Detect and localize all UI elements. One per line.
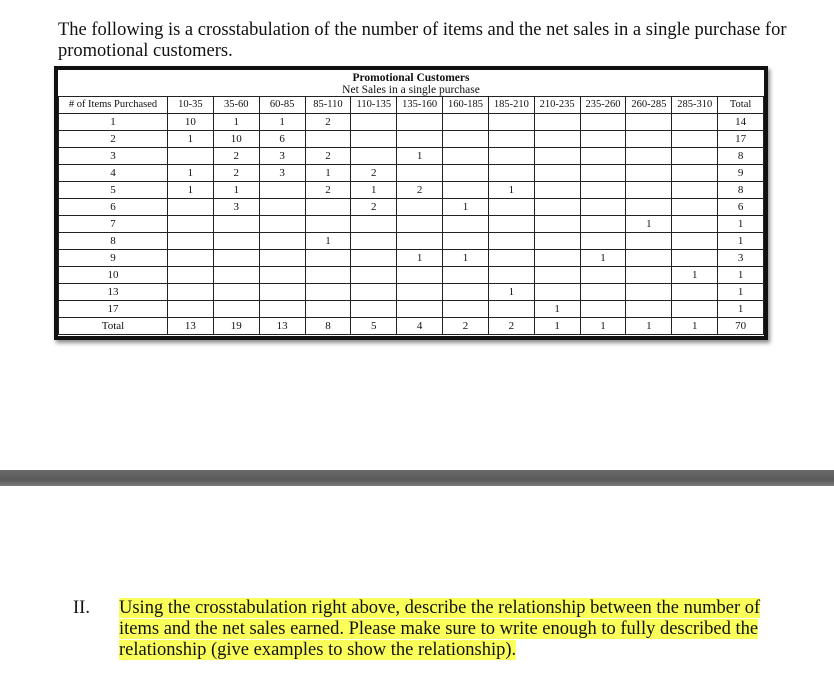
table-cell: 1 xyxy=(168,182,214,199)
crosstab-header-row xyxy=(59,97,764,114)
table-cell: 1 xyxy=(213,182,259,199)
table-cell xyxy=(488,114,534,131)
table-cell xyxy=(351,131,397,148)
table-cell: 6 xyxy=(718,199,764,216)
table-cell xyxy=(626,250,672,267)
row-label: 2 xyxy=(59,131,168,148)
column-header-sales-bin: 135-160 xyxy=(397,97,443,114)
table-cell: 1 xyxy=(305,233,351,250)
table-row xyxy=(59,301,764,318)
table-cell xyxy=(580,148,626,165)
row-label: 10 xyxy=(59,267,168,284)
table-cell xyxy=(168,250,214,267)
table-cell xyxy=(534,216,580,233)
table-cell: 8 xyxy=(718,148,764,165)
table-cell xyxy=(534,114,580,131)
crosstab-table xyxy=(58,96,764,335)
table-cell: 2 xyxy=(213,148,259,165)
table-cell: 13 xyxy=(168,318,214,335)
table-cell xyxy=(443,233,489,250)
table-cell xyxy=(397,165,443,182)
row-label: 9 xyxy=(59,250,168,267)
table-cell: 1 xyxy=(305,165,351,182)
column-header-sales-bin: 285-310 xyxy=(672,97,718,114)
table-cell xyxy=(672,216,718,233)
table-cell xyxy=(488,233,534,250)
table-cell: 8 xyxy=(718,182,764,199)
table-row xyxy=(59,165,764,182)
crosstab-subtitle: Net Sales in a single purchase xyxy=(342,84,480,96)
table-cell: 2 xyxy=(305,148,351,165)
table-row xyxy=(59,267,764,284)
table-row xyxy=(59,216,764,233)
table-cell: 70 xyxy=(718,318,764,335)
table-cell xyxy=(259,301,305,318)
table-cell xyxy=(213,284,259,301)
table-cell: 1 xyxy=(580,318,626,335)
row-label: 13 xyxy=(59,284,168,301)
table-cell xyxy=(488,267,534,284)
table-cell xyxy=(351,250,397,267)
table-cell xyxy=(672,233,718,250)
table-cell xyxy=(397,199,443,216)
table-cell: 1 xyxy=(534,318,580,335)
table-cell: 3 xyxy=(213,199,259,216)
table-cell: 1 xyxy=(168,165,214,182)
column-header-sales-bin: 160-185 xyxy=(443,97,489,114)
table-row xyxy=(59,182,764,199)
table-cell: 6 xyxy=(259,131,305,148)
table-cell: 1 xyxy=(351,182,397,199)
table-cell: 1 xyxy=(443,199,489,216)
column-header-items: # of Items Purchased xyxy=(59,97,168,114)
table-cell xyxy=(672,284,718,301)
table-cell xyxy=(534,131,580,148)
table-cell: 4 xyxy=(397,318,443,335)
table-cell xyxy=(351,301,397,318)
table-cell: 1 xyxy=(443,250,489,267)
table-cell: 1 xyxy=(718,284,764,301)
table-cell xyxy=(580,182,626,199)
table-cell xyxy=(351,216,397,233)
table-cell xyxy=(534,165,580,182)
table-cell xyxy=(213,301,259,318)
table-cell xyxy=(672,148,718,165)
table-cell: 2 xyxy=(305,114,351,131)
table-cell xyxy=(626,301,672,318)
table-cell xyxy=(351,233,397,250)
table-cell xyxy=(305,131,351,148)
question-block xyxy=(73,598,793,661)
table-cell xyxy=(488,165,534,182)
crosstab-header xyxy=(58,72,764,96)
table-cell xyxy=(672,199,718,216)
row-label: 5 xyxy=(59,182,168,199)
table-cell xyxy=(443,131,489,148)
table-cell: 3 xyxy=(718,250,764,267)
table-cell xyxy=(168,284,214,301)
table-cell: 2 xyxy=(305,182,351,199)
table-cell xyxy=(580,131,626,148)
table-cell: 1 xyxy=(672,318,718,335)
table-cell xyxy=(305,284,351,301)
table-cell xyxy=(672,250,718,267)
table-cell xyxy=(580,301,626,318)
table-cell: 1 xyxy=(718,267,764,284)
table-cell xyxy=(534,148,580,165)
table-cell xyxy=(580,284,626,301)
table-cell xyxy=(672,165,718,182)
table-cell: 10 xyxy=(213,131,259,148)
table-cell xyxy=(626,233,672,250)
table-cell: 2 xyxy=(351,199,397,216)
table-cell: 1 xyxy=(168,131,214,148)
table-cell: 1 xyxy=(213,114,259,131)
column-header-sales-bin: 60-85 xyxy=(259,97,305,114)
column-header-sales-bin: 185-210 xyxy=(488,97,534,114)
table-cell: 1 xyxy=(672,267,718,284)
table-cell xyxy=(213,250,259,267)
table-cell xyxy=(168,199,214,216)
table-cell: 2 xyxy=(213,165,259,182)
table-cell: 1 xyxy=(488,182,534,199)
table-cell xyxy=(626,182,672,199)
table-cell xyxy=(305,250,351,267)
table-cell: 3 xyxy=(259,165,305,182)
table-row xyxy=(59,199,764,216)
table-cell xyxy=(351,148,397,165)
table-cell xyxy=(580,199,626,216)
table-cell xyxy=(397,216,443,233)
crosstab-frame xyxy=(54,66,768,340)
table-cell xyxy=(443,182,489,199)
table-cell: 1 xyxy=(718,301,764,318)
table-cell xyxy=(626,199,672,216)
table-cell xyxy=(305,301,351,318)
table-cell: 19 xyxy=(213,318,259,335)
table-cell xyxy=(672,131,718,148)
table-cell xyxy=(443,165,489,182)
table-cell xyxy=(443,216,489,233)
table-cell: 5 xyxy=(351,318,397,335)
table-cell xyxy=(259,199,305,216)
table-cell xyxy=(580,216,626,233)
table-cell: 1 xyxy=(534,301,580,318)
table-cell: 1 xyxy=(718,233,764,250)
table-cell xyxy=(534,284,580,301)
table-cell xyxy=(534,199,580,216)
table-cell xyxy=(213,233,259,250)
row-label: 17 xyxy=(59,301,168,318)
row-label: 4 xyxy=(59,165,168,182)
table-cell xyxy=(168,216,214,233)
table-cell: 1 xyxy=(626,216,672,233)
table-cell: 2 xyxy=(488,318,534,335)
table-cell xyxy=(488,216,534,233)
table-cell xyxy=(672,182,718,199)
table-cell xyxy=(305,199,351,216)
table-cell: 1 xyxy=(397,148,443,165)
table-cell xyxy=(443,301,489,318)
table-cell xyxy=(443,267,489,284)
table-row xyxy=(59,233,764,250)
table-cell xyxy=(351,114,397,131)
row-label: 7 xyxy=(59,216,168,233)
table-cell: 9 xyxy=(718,165,764,182)
table-cell: 17 xyxy=(718,131,764,148)
column-header-sales-bin: 260-285 xyxy=(626,97,672,114)
table-cell: 1 xyxy=(580,250,626,267)
question-number: II. xyxy=(73,598,90,618)
table-cell xyxy=(626,284,672,301)
table-cell xyxy=(672,301,718,318)
table-cell xyxy=(397,114,443,131)
table-cell xyxy=(259,267,305,284)
table-cell xyxy=(351,284,397,301)
table-cell xyxy=(488,148,534,165)
table-cell xyxy=(168,267,214,284)
table-row xyxy=(59,250,764,267)
row-label: Total xyxy=(59,318,168,335)
table-cell: 1 xyxy=(397,250,443,267)
row-label: 1 xyxy=(59,114,168,131)
table-cell xyxy=(397,284,443,301)
table-total-row xyxy=(59,318,764,335)
table-cell: 1 xyxy=(626,318,672,335)
table-cell xyxy=(534,250,580,267)
row-label: 3 xyxy=(59,148,168,165)
column-header-total: Total xyxy=(718,97,764,114)
table-cell xyxy=(259,284,305,301)
table-cell xyxy=(534,182,580,199)
question-text: Using the crosstabulation right above, describe the relationship between the number of items and the net sales earned. Please make sure to write enough to fully described the relationship (give examples to show the relationship). xyxy=(119,598,761,660)
table-cell xyxy=(305,267,351,284)
table-cell xyxy=(626,131,672,148)
table-cell xyxy=(443,148,489,165)
table-cell xyxy=(488,301,534,318)
table-cell xyxy=(168,301,214,318)
table-cell xyxy=(488,250,534,267)
table-cell xyxy=(168,148,214,165)
table-cell xyxy=(534,267,580,284)
table-cell: 1 xyxy=(718,216,764,233)
table-cell: 3 xyxy=(259,148,305,165)
table-row xyxy=(59,148,764,165)
table-cell xyxy=(443,284,489,301)
table-cell xyxy=(580,114,626,131)
table-cell xyxy=(213,216,259,233)
table-cell xyxy=(534,233,580,250)
crosstab-title: Promotional Customers xyxy=(352,72,470,84)
table-cell: 2 xyxy=(443,318,489,335)
table-cell xyxy=(626,148,672,165)
column-header-sales-bin: 110-135 xyxy=(351,97,397,114)
table-cell xyxy=(259,250,305,267)
table-cell xyxy=(626,114,672,131)
table-cell: 8 xyxy=(305,318,351,335)
column-header-sales-bin: 210-235 xyxy=(534,97,580,114)
table-cell xyxy=(397,267,443,284)
table-cell xyxy=(397,301,443,318)
table-cell: 10 xyxy=(168,114,214,131)
table-cell xyxy=(672,114,718,131)
table-cell: 13 xyxy=(259,318,305,335)
table-cell: 2 xyxy=(397,182,443,199)
table-cell xyxy=(259,233,305,250)
table-cell xyxy=(213,267,259,284)
table-cell: 14 xyxy=(718,114,764,131)
table-row xyxy=(59,114,764,131)
table-cell xyxy=(305,216,351,233)
table-cell xyxy=(580,267,626,284)
table-cell: 1 xyxy=(259,114,305,131)
table-cell: 1 xyxy=(488,284,534,301)
table-row xyxy=(59,284,764,301)
column-header-sales-bin: 235-260 xyxy=(580,97,626,114)
intro-paragraph: The following is a crosstabulation of the number of items and the net sales in a single purchase for promotional customers. xyxy=(58,20,787,61)
crosstab-body xyxy=(59,114,764,335)
table-cell xyxy=(397,131,443,148)
table-cell xyxy=(259,182,305,199)
table-row xyxy=(59,131,764,148)
table-cell: 2 xyxy=(351,165,397,182)
column-header-sales-bin: 85-110 xyxy=(305,97,351,114)
table-cell xyxy=(626,267,672,284)
table-cell xyxy=(351,267,397,284)
table-cell xyxy=(488,199,534,216)
column-header-sales-bin: 10-35 xyxy=(168,97,214,114)
table-cell xyxy=(397,233,443,250)
table-cell xyxy=(259,216,305,233)
table-cell xyxy=(580,233,626,250)
table-cell xyxy=(626,165,672,182)
row-label: 8 xyxy=(59,233,168,250)
section-divider xyxy=(0,470,834,486)
table-cell xyxy=(168,233,214,250)
table-cell xyxy=(580,165,626,182)
table-cell xyxy=(488,131,534,148)
row-label: 6 xyxy=(59,199,168,216)
column-header-sales-bin: 35-60 xyxy=(213,97,259,114)
table-cell xyxy=(443,114,489,131)
